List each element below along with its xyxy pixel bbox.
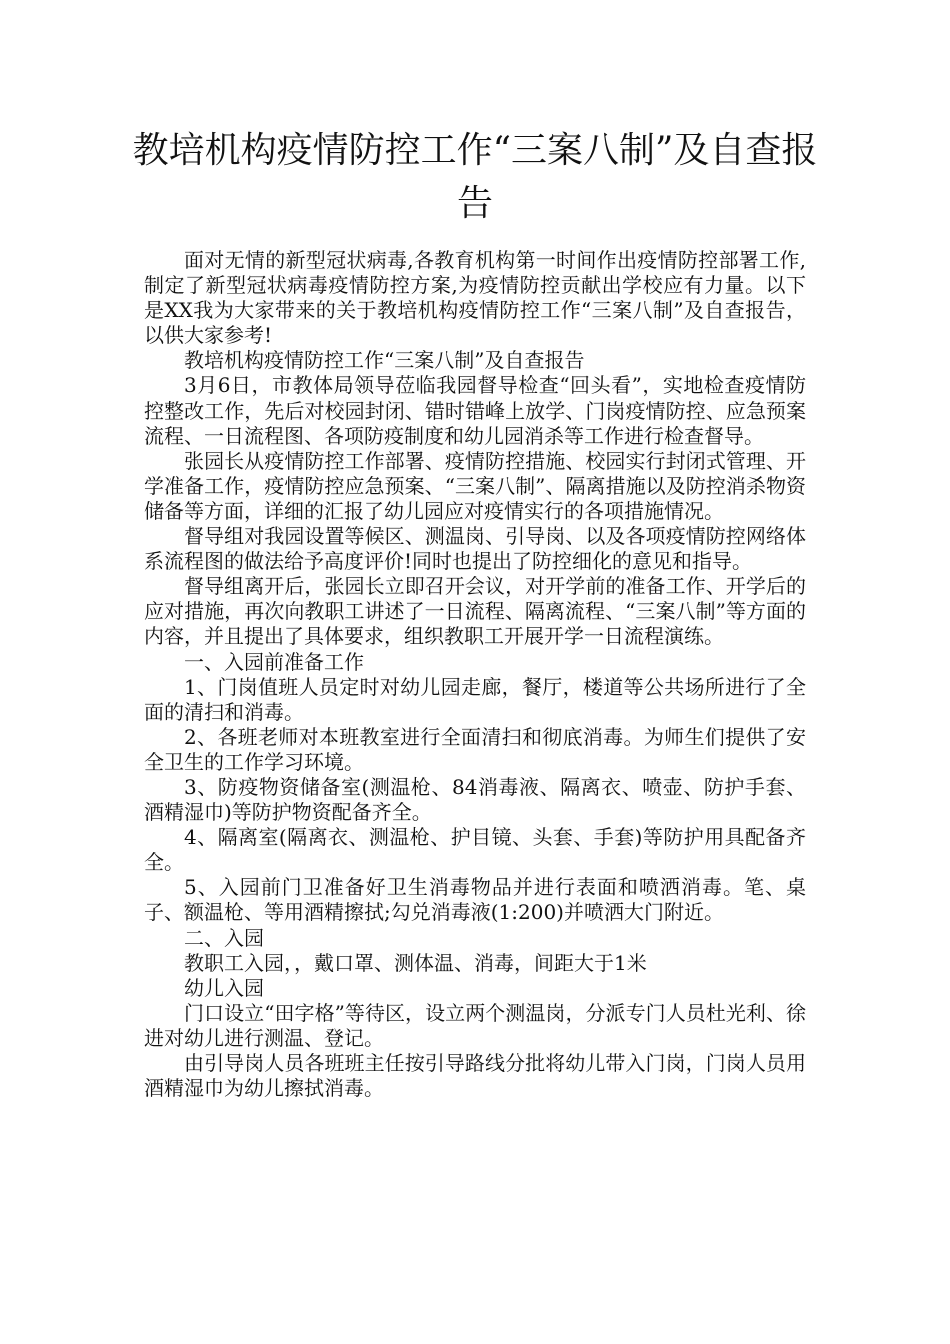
list-item: 3、防疫物资储备室(测温枪、84消毒液、隔离衣、喷壶、防护手套、酒精湿巾)等防护物资配备齐全。 bbox=[144, 774, 806, 825]
body-paragraph: 教职工入园，，戴口罩、测体温、消毒，间距大于1米 bbox=[184, 950, 647, 975]
section-heading: 二、入园 bbox=[184, 925, 264, 950]
sub-heading: 幼儿入园 bbox=[184, 975, 264, 1000]
report-subtitle: 教培机构疫情防控工作“三案八制”及自查报告 bbox=[184, 348, 585, 373]
list-item: 5、入园前门卫准备好卫生消毒物品并进行表面和喷洒消毒。笔、桌子、额温枪、等用酒精擦拭;勾兑消毒液(1:200)并喷洒大门附近。 bbox=[144, 875, 806, 925]
body-paragraph: 张园长从疫情防控工作部署、疫情防控措施、校园实行封闭式管理、开学准备工作，疫情防控应急预案、“三案八制”、隔离措施以及防控消杀物资储备等方面，详细的汇报了幼儿园应对疫情实行的各项措施情况。 bbox=[144, 448, 806, 523]
document-title: 教培机构疫情防控工作“三案八制”及自查报告 bbox=[132, 130, 818, 224]
body-paragraph: 督导组离开后，张园长立即召开会议，对开学前的准备工作、开学后的应对措施，再次向教职工讲述了一日流程、隔离流程、“三案八制”等方面的内容，并且提出了具体要求，组织教职工开展开学一日流程演练。 bbox=[144, 574, 806, 649]
intro-paragraph: 面对无情的新型冠状病毒,各教育机构第一时间作出疫情防控部署工作,制定了新型冠状病毒疫情防控方案,为疫情防控贡献出学校应有力量。以下是XX我为大家带来的关于教培机构疫情防控工作“三案八制”及自查报告，以供大家参考! bbox=[144, 248, 806, 348]
document-body bbox=[144, 248, 806, 1101]
body-paragraph: 门口设立“田字格”等待区，设立两个测温岗，分派专门人员杜光利、徐进对幼儿进行测温、登记。 bbox=[144, 1000, 806, 1050]
body-paragraph: 督导组对我园设置等候区、测温岗、引导岗、以及各项疫情防控网络体系流程图的做法给予高度评价!同时也提出了防控细化的意见和指导。 bbox=[144, 524, 806, 574]
list-item: 2、各班老师对本班教室进行全面清扫和彻底消毒。为师生们提供了安全卫生的工作学习环境。 bbox=[144, 724, 806, 774]
section-heading: 一、入园前准备工作 bbox=[184, 649, 364, 674]
body-paragraph: 3月6日，市教体局领导莅临我园督导检查“回头看”，实地检查疫情防控整改工作，先后对校园封闭、错时错峰上放学、门岗疫情防控、应急预案流程、一日流程图、各项防疫制度和幼儿园消杀等工作进行检查督导。 bbox=[144, 373, 806, 448]
body-paragraph: 由引导岗人员各班班主任按引导路线分批将幼儿带入门岗，门岗人员用酒精湿巾为幼儿擦拭消毒。 bbox=[144, 1051, 806, 1101]
list-item: 1、门岗值班人员定时对幼儿园走廊，餐厅，楼道等公共场所进行了全面的清扫和消毒。 bbox=[144, 674, 806, 724]
list-item: 4、隔离室(隔离衣、测温枪、护目镜、头套、手套)等防护用具配备齐全。 bbox=[144, 825, 806, 875]
